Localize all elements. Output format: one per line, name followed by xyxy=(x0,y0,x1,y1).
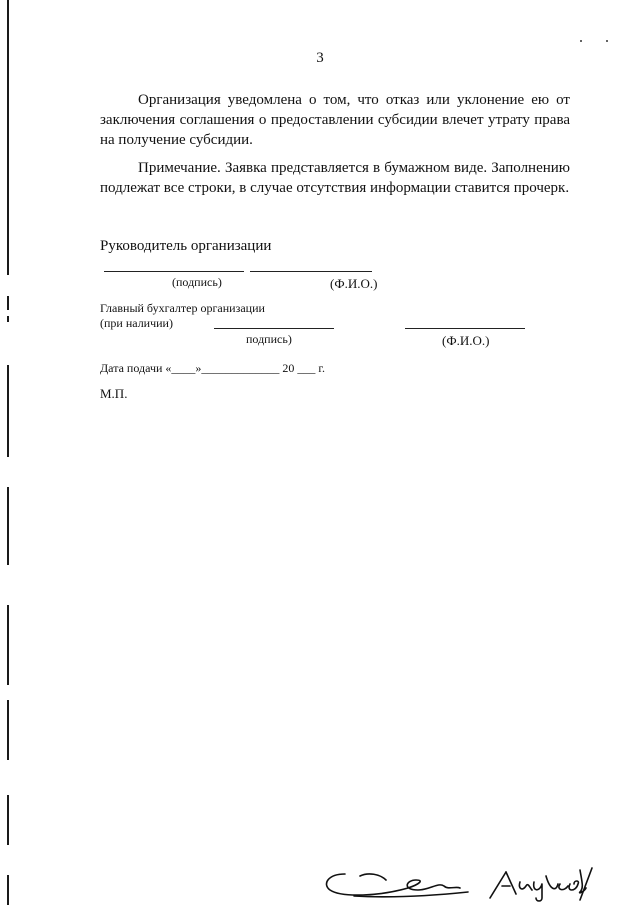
scan-speck xyxy=(606,40,608,42)
head-title: Руководитель организации xyxy=(100,238,272,254)
scan-speck xyxy=(580,40,582,42)
scan-edge-mark xyxy=(7,487,9,565)
scan-edge-mark xyxy=(7,0,9,275)
head-name-caption: (Ф.И.О.) xyxy=(330,276,378,291)
accountant-signature-line xyxy=(214,328,334,329)
handwritten-signature xyxy=(320,862,600,902)
scan-edge-mark xyxy=(7,605,9,685)
accountant-title-note: (при наличии) xyxy=(100,316,173,330)
submission-date-line: Дата подачи «____»_____________ 20 ___ г. xyxy=(100,361,325,375)
accountant-name-line xyxy=(405,328,525,329)
scan-edge-mark xyxy=(7,875,9,905)
note-paragraph: Примечание. Заявка представляется в бумажном виде. Заполнению подлежат все строки, в случае отсутствия информации ставится прочерк. xyxy=(100,160,570,196)
stamp-place: М.П. xyxy=(100,386,128,401)
scan-edge-mark xyxy=(7,296,9,310)
scan-edge-mark xyxy=(7,795,9,845)
head-sign-caption: (подпись) xyxy=(172,275,222,289)
accountant-sign-caption: подпись) xyxy=(246,332,292,346)
head-name-line xyxy=(250,271,372,272)
scan-edge-mark xyxy=(7,316,9,322)
accountant-name-caption: (Ф.И.О.) xyxy=(442,333,490,348)
scan-edge-mark xyxy=(7,700,9,760)
page-number: 3 xyxy=(316,50,324,66)
notice-paragraph: Организация уведомлена о том, что отказ или уклонение ею от заключения соглашения о предоставлении субсидии влечет утрату права на получение субсидии. xyxy=(100,92,570,148)
accountant-title: Главный бухгалтер организации xyxy=(100,301,265,315)
head-signature-line xyxy=(104,271,244,272)
scan-edge-mark xyxy=(7,365,9,457)
